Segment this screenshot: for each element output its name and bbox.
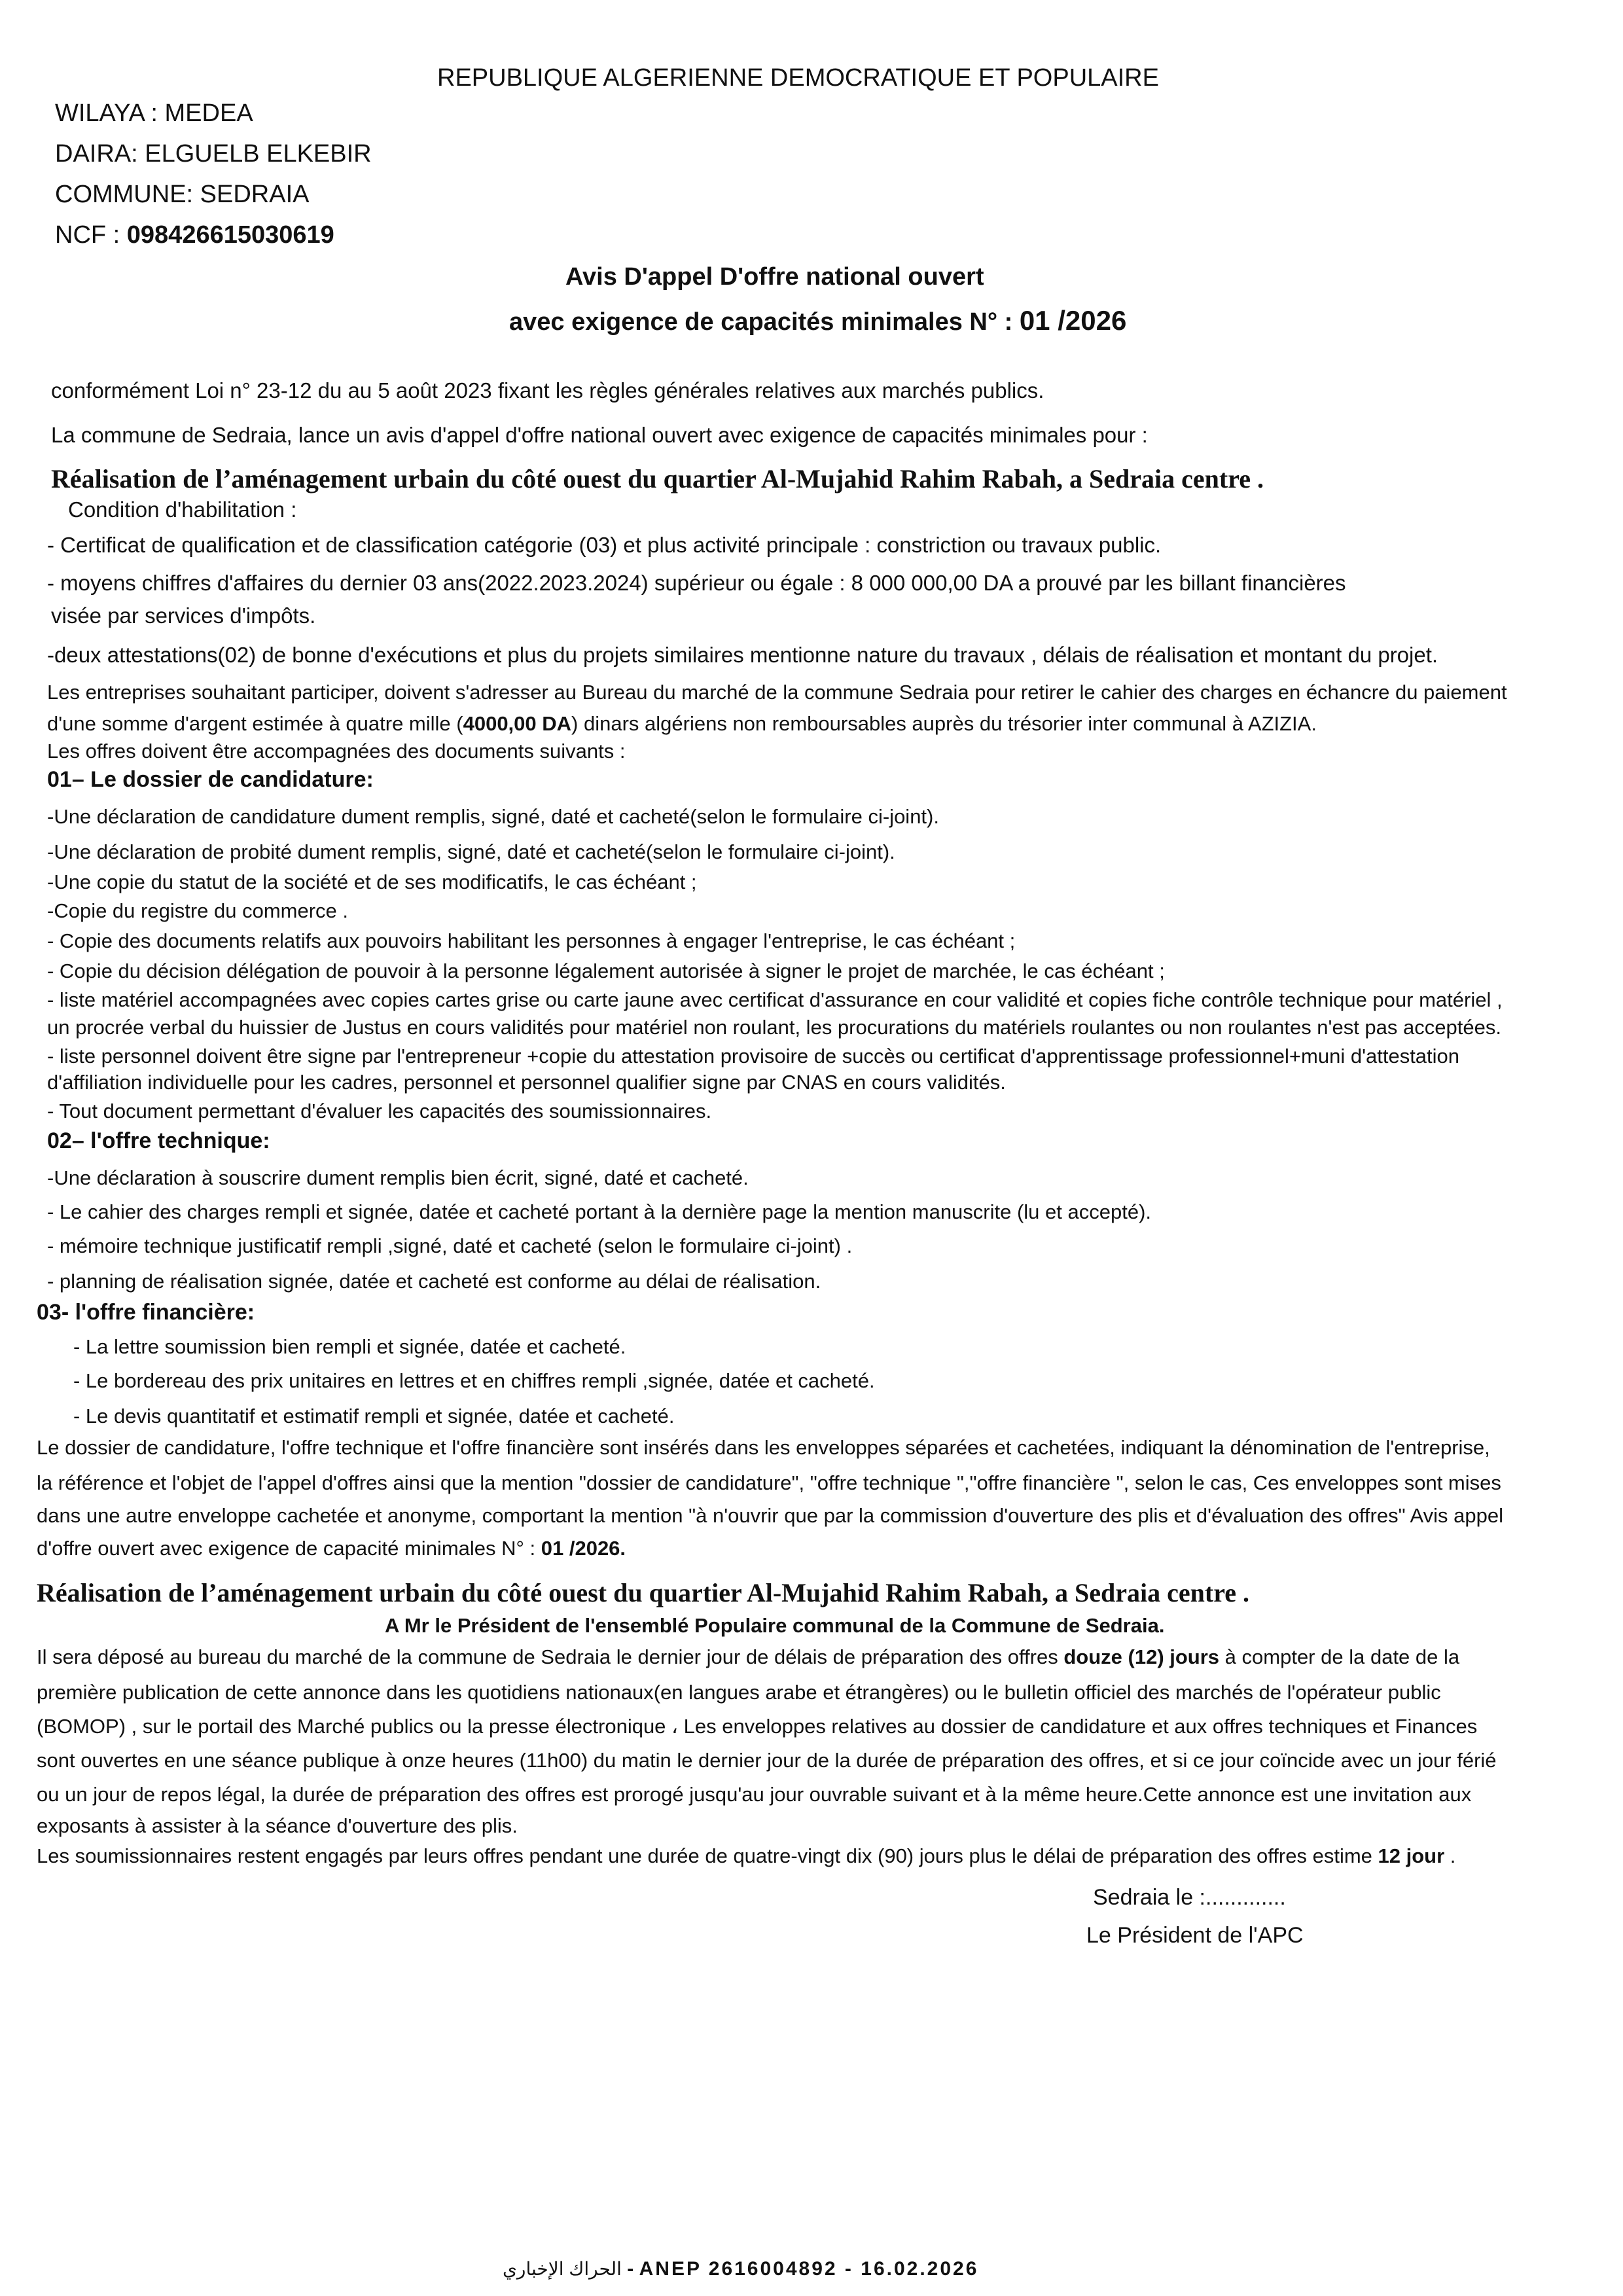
addressee: A Mr le Président de l'ensemblé Populaire communal de la Commune de Sedraia.	[385, 1614, 1165, 1637]
notice-title-text: avec exigence de capacités minimales N° :	[509, 308, 1020, 336]
signature-place-date: Sedraia le :.............	[1093, 1885, 1286, 1910]
ncf-value: 098426615030619	[126, 221, 334, 249]
anep-reference: - ANEP 2616004892 - 16.02.2026	[621, 2258, 979, 2280]
list-item: - mémoire technique justificatif rempli ,signé, daté et cacheté (selon le formulaire ci-joint) .	[47, 1234, 853, 1257]
list-item: -Une copie du statut de la société et de ses modificatifs, le cas échéant ;	[47, 870, 697, 893]
condition-qualification: - Certificat de qualification et de classification catégorie (03) et plus activité principale : constriction ou travaux public.	[47, 533, 1162, 557]
withdrawal-text-a: d'une somme d'argent estimée à quatre mille (	[47, 712, 463, 735]
validity-text: Les soumissionnaires restent engagés par leurs offres pendant une durée de quatre-vingt dix (90) jours plus le délai de préparation des offres estime	[37, 1844, 1378, 1867]
footer-ref	[503, 2258, 978, 2280]
notice-title-line2	[509, 305, 1126, 336]
list-item: un procrée verbal du huissier de Justus en cours validités pour matériel non roulant, les procurations du matériels roulantes ou non roulantes n'est pas acceptées.	[47, 1016, 1501, 1039]
withdrawal-line1: Les entreprises souhaitant participer, doivent s'adresser au Bureau du marché de la commune Sedraia pour retirer le cahier des charges en échancre du paiement	[47, 681, 1507, 704]
conditions-heading: Condition d'habilitation :	[68, 497, 297, 522]
list-item: - Le devis quantitatif et estimatif rempli et signée, datée et cacheté.	[73, 1405, 675, 1427]
list-item: -Une déclaration de candidature dument remplis, signé, daté et cacheté(selon le formulaire ci-joint).	[47, 805, 939, 828]
ncf-line	[55, 221, 334, 249]
list-item: - Copie des documents relatifs aux pouvoirs habilitant les personnes à engager l'entreprise, le cas échéant ;	[47, 929, 1016, 952]
financiere-heading: 03- l'offre financière:	[37, 1300, 255, 1325]
documents-intro: Les offres doivent être accompagnées des documents suivants :	[47, 740, 626, 762]
deposit-line1	[37, 1645, 1459, 1669]
republic-title: REPUBLIQUE ALGERIENNE DEMOCRATIQUE ET POPULAIRE	[437, 64, 1159, 92]
launch-sentence: La commune de Sedraia, lance un avis d'appel d'offre national ouvert avec exigence de capacités minimales pour :	[51, 423, 1148, 447]
technique-heading: 02– l'offre technique:	[47, 1128, 270, 1153]
deadline-days: douze (12) jours	[1063, 1645, 1220, 1668]
list-item: d'affiliation individuelle pour les cadres, personnel et personnel qualifier signe par CNAS en cours validités.	[47, 1071, 1006, 1094]
list-item: - liste matériel accompagnées avec copies cartes grise ou carte jaune avec certificat d'assurance en cour validité et copies fiche contrôle technique pour matériel ,	[47, 988, 1503, 1011]
deposit-line2: première publication de cette annonce dans les quotidiens nationaux(en langues arabe et étrangères) ou le bulletin officiel des marchés de l'opérateur public	[37, 1681, 1441, 1704]
daira-line: DAIRA: ELGUELB ELKEBIR	[55, 140, 372, 168]
list-item: - Copie du décision délégation de pouvoir à la personne légalement autorisée à signer le projet de marchée, le cas échéant ;	[47, 960, 1165, 982]
deposit-line7	[37, 1844, 1455, 1868]
project-title-repeat: Réalisation de l’aménagement urbain du côté ouest du quartier Al-Mujahid Rahim Rabah, a Sedraia centre .	[37, 1578, 1249, 1607]
envelopes-text: d'offre ouvert avec exigence de capacité minimales N° :	[37, 1537, 541, 1560]
envelopes-line1: Le dossier de candidature, l'offre technique et l'offre financière sont insérés dans les enveloppes séparées et cachetées, indiquant la dénomination de l'entreprise,	[37, 1436, 1490, 1459]
wilaya-line: WILAYA : MEDEA	[55, 99, 253, 127]
deposit-line6: exposants à assister à la séance d'ouverture des plis.	[37, 1814, 518, 1837]
envelopes-line2: la référence et l'objet de l'appel d'offres ainsi que la mention "dossier de candidature", "offre technique ","offre financière ", selon le cas, Ces enveloppes sont mises	[37, 1471, 1501, 1494]
validity-end: .	[1444, 1844, 1456, 1867]
deposit-line3: (BOMOP) , sur le portail des Marché publics ou la presse électronique ، Les enveloppes relatives au dossier de candidature et aux offres techniques et Finances	[37, 1715, 1478, 1738]
condition-turnover-cont: visée par services d'impôts.	[51, 603, 316, 628]
preparation-days: 12 jour	[1378, 1844, 1445, 1867]
fee-amount: 4000,00 DA	[463, 712, 572, 735]
list-item: - Tout document permettant d'évaluer les capacités des soumissionnaires.	[47, 1100, 712, 1122]
condition-turnover: - moyens chiffres d'affaires du dernier 03 ans(2022.2023.2024) supérieur ou égale : 8 000 000,00 DA a prouvé par les billant financières	[47, 571, 1346, 595]
list-item: - liste personnel doivent être signe par l'entrepreneur +copie du attestation provisoire de succès ou certificat d'apprentissage professionnel+muni d'attestation	[47, 1045, 1460, 1067]
newspaper-name: الحراك الإخباري	[503, 2259, 622, 2279]
deposit-line5: ou un jour de repos légal, la durée de préparation des offres est prorogé jusqu'au jour ouvrable suivant et à la même heure.Cette annonce est une invitation aux	[37, 1783, 1472, 1806]
list-item: - planning de réalisation signée, datée et cacheté est conforme au délai de réalisation.	[47, 1270, 821, 1293]
list-item: - Le cahier des charges rempli et signée, datée et cacheté portant à la dernière page la mention manuscrite (lu et accepté).	[47, 1200, 1152, 1223]
envelopes-line3: dans une autre enveloppe cachetée et anonyme, comportant la mention "à n'ouvrir que par la commission d'ouverture des plis et d'évaluation des offres" Avis appel	[37, 1504, 1503, 1527]
list-item: -Une déclaration à souscrire dument remplis bien écrit, signé, daté et cacheté.	[47, 1166, 749, 1189]
envelopes-line4	[37, 1537, 626, 1560]
list-item: -Une déclaration de probité dument remplis, signé, daté et cacheté(selon le formulaire ci-joint).	[47, 840, 895, 863]
deposit-text-a: Il sera déposé au bureau du marché de la commune de Sedraia le dernier jour de délais de préparation des offres	[37, 1645, 1064, 1668]
signatory: Le Président de l'APC	[1086, 1923, 1304, 1948]
notice-number: 01 /2026	[1019, 305, 1127, 336]
commune-line: COMMUNE: SEDRAIA	[55, 181, 310, 208]
condition-attestations: -deux attestations(02) de bonne d'exécutions et plus du projets similaires mentionne nature du travaux , délais de réalisation et montant du projet.	[47, 643, 1438, 667]
list-item: - Le bordereau des prix unitaires en lettres et en chiffres rempli ,signée, datée et cacheté.	[73, 1369, 875, 1392]
project-title: Réalisation de l’aménagement urbain du côté ouest du quartier Al-Mujahid Rahim Rabah, a Sedraia centre .	[51, 464, 1264, 493]
ncf-label: NCF :	[55, 221, 127, 249]
notice-number-repeat: 01 /2026.	[541, 1537, 626, 1560]
withdrawal-text-c: ) dinars algériens non remboursables auprès du trésorier inter communal à AZIZIA.	[571, 712, 1317, 735]
notice-title-line1: Avis D'appel D'offre national ouvert	[565, 263, 984, 291]
withdrawal-line2	[47, 712, 1317, 736]
law-reference: conformément Loi n° 23-12 du au 5 août 2023 fixant les règles générales relatives aux marchés publics.	[51, 378, 1044, 403]
dossier-heading: 01– Le dossier de candidature:	[47, 767, 374, 792]
list-item: -Copie du registre du commerce .	[47, 899, 349, 922]
deposit-text-c: à compter de la date de la	[1219, 1645, 1460, 1668]
deposit-line4: sont ouvertes en une séance publique à onze heures (11h00) du matin le dernier jour de la durée de préparation des offres, et si ce jour coïncide avec un jour férié	[37, 1749, 1497, 1772]
list-item: - La lettre soumission bien rempli et signée, datée et cacheté.	[73, 1335, 626, 1358]
